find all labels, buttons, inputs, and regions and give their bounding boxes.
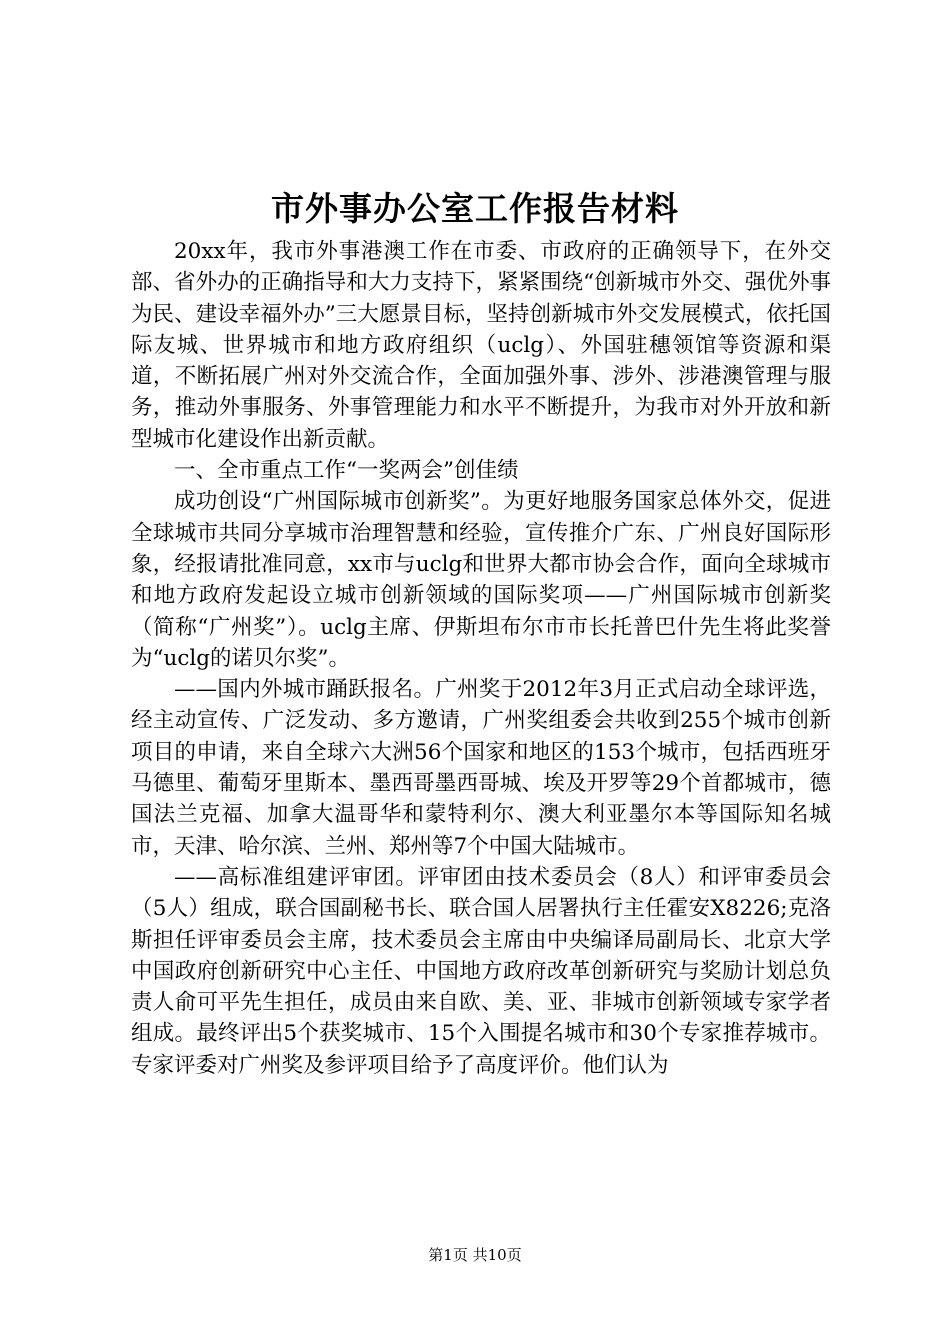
section-heading: 一、全市重点工作“一奖两会”创佳绩: [174, 458, 519, 484]
paragraph-award-creation: 成功创设“广州国际城市创新奖”。为更好地服务国家总体外交，促进全球城市共同分享城市治理智慧和经验，宣传推介广东、广州良好国际形象，经报请批准同意，xx市与uclg和世界大都市协会合作，面向全球城市和地方政府发起设立城市创新领域的国际奖项——广州国际城市创新奖（简称“广州奖”）。uclg主席、伊斯坦布尔市市长托普巴什先生将此奖誉为“uclg的诺贝尔奖”。: [131, 489, 831, 671]
document-body: [131, 236, 831, 1081]
paragraph-jury: ——高标准组建评审团。评审团由技术委员会（8人）和评审委员会（5人）组成，联合国副秘书长、联合国人居署执行主任霍安X8226;克洛斯担任评审委员会主席，技术委员会主席由中央编译局副局长、北京大学中国政府创新研究中心主任、中国地方政府改革创新研究与奖励计划总负责人俞可平先生担任，成员由来自欧、美、亚、非城市创新领域专家学者组成。最终评出5个获奖城市、15个入围提名城市和30个专家推荐城市。专家评委对广州奖及参评项目给予了高度评价。他们认为: [131, 864, 831, 1078]
paragraph-city-registration: ——国内外城市踊跃报名。广州奖于2012年3月正式启动全球评选，经主动宣传、广泛发动、多方邀请，广州奖组委会共收到255个城市创新项目的申请，来自全球六大洲56个国家和地区的153个城市，包括西班牙马德里、葡萄牙里斯本、墨西哥墨西哥城、埃及开罗等29个首都城市，德国法兰克福、加拿大温哥华和蒙特利尔、澳大利亚墨尔本等国际知名城市，天津、哈尔滨、兰州、郑州等7个中国大陆城市。: [131, 677, 831, 859]
paragraph-intro: 20xx年，我市外事港澳工作在市委、市政府的正确领导下，在外交部、省外办的正确指导和大力支持下，紧紧围绕“创新城市外交、强优外事为民、建设幸福外办”三大愿景目标，坚持创新城市外交发展模式，依托国际友城、世界城市和地方政府组织（uclg）、外国驻穗领馆等资源和渠道，不断拓展广州对外交流合作，全面加强外事、涉外、涉港澳管理与服务，推动外事服务、外事管理能力和水平不断提升，为我市对外开放和新型城市化建设作出新贡献。: [131, 239, 831, 452]
document-title: 市外事办公室工作报告材料: [271, 189, 679, 228]
page-footer: 第1页 共10页: [428, 1246, 522, 1264]
